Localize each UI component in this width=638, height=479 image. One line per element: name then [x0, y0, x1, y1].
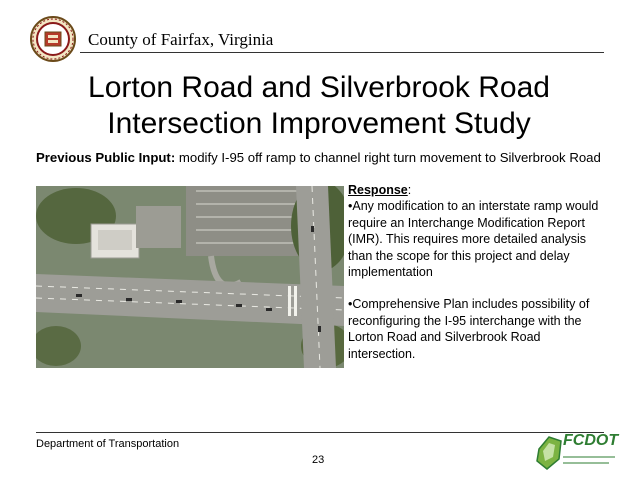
response-spacer	[348, 280, 604, 296]
response-colon: :	[407, 183, 412, 197]
footer-divider	[36, 432, 604, 433]
county-seal-logo	[30, 16, 76, 62]
page-number: 23	[312, 454, 325, 466]
fcdot-logo-text: FCDOT	[563, 432, 619, 449]
department-name: Department of Transportation	[36, 438, 180, 450]
county-name: County of Fairfax, Virginia	[88, 30, 274, 49]
response-bullet-2: •Comprehensive Plan includes possibility of reconfiguring the I-95 interchange with the Lorton Road and Silverbrook Road intersection.	[348, 297, 590, 361]
aerial-photo	[36, 186, 344, 368]
input-label: Previous Public Input:	[36, 150, 176, 165]
header-divider	[80, 52, 604, 53]
response-bullet-1: •Any modification to an interstate ramp would require an Interchange Modification Report (IMR). This requires more detailed analysis than the scope for this project and delay implementation	[348, 199, 599, 280]
slide-title	[0, 70, 638, 142]
response-block	[348, 182, 604, 362]
input-text: modify I-95 off ramp to channel right turn movement to Silverbrook Road	[175, 150, 601, 165]
title-line-1: Lorton Road and Silverbrook Road	[88, 71, 550, 104]
response-heading: Response	[348, 183, 408, 197]
title-line-2: Intersection Improvement Study	[107, 107, 531, 140]
previous-public-input	[36, 149, 606, 167]
